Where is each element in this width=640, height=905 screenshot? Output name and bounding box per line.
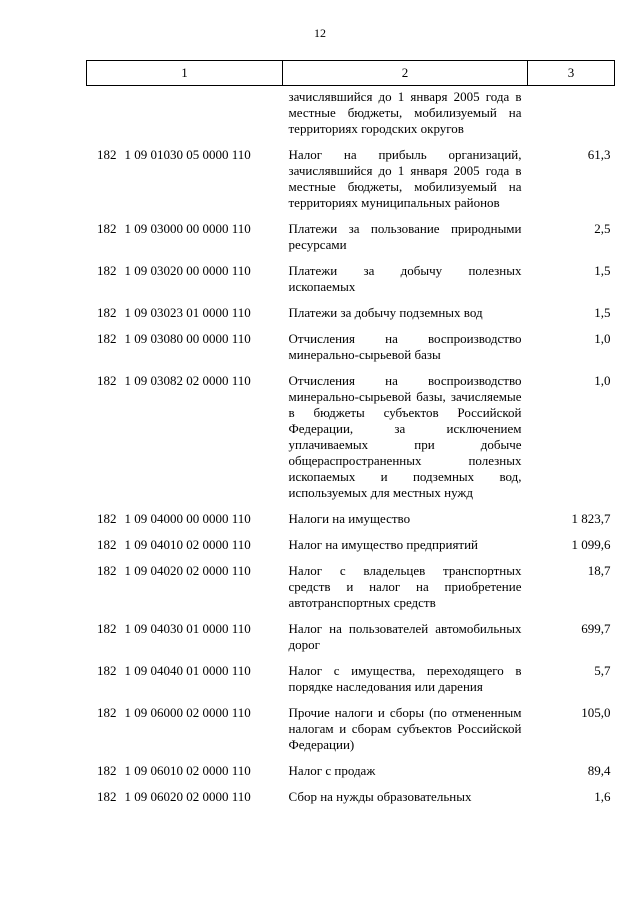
budget-code-cell <box>87 219 283 261</box>
classification-code: 1 09 04020 02 0000 110 <box>124 563 251 578</box>
amount-cell: 1,6 <box>594 789 611 804</box>
revenue-name-cell: Отчисления на воспроизводство минерально-сырьевой базы, зачисляемые в бюджеты субъектов Российской Федерации, за исключением уплачиваемых при добыче общераспространенных полезных ископаемых и подземных вод, используемых для местных нужд <box>288 373 522 500</box>
page-number: 12 <box>314 26 326 40</box>
administrator-code: 182 <box>97 511 117 526</box>
table-row <box>87 619 615 661</box>
budget-revenue-table <box>86 60 615 813</box>
table-row <box>87 371 615 509</box>
budget-code-cell <box>87 86 283 146</box>
revenue-name-cell: Налоги на имущество <box>288 511 411 526</box>
revenue-name-cell: Сбор на нужды образовательных <box>288 789 472 804</box>
revenue-name-cell: зачислявшийся до 1 января 2005 года в местные бюджеты, мобилизуемый на территориях городских округов <box>288 89 522 136</box>
administrator-code: 182 <box>97 373 117 388</box>
revenue-name-cell: Налог с продаж <box>288 763 376 778</box>
budget-code-cell <box>87 787 283 813</box>
classification-code: 1 09 06020 02 0000 110 <box>124 789 251 804</box>
classification-code: 1 09 04040 01 0000 110 <box>124 663 251 678</box>
administrator-code: 182 <box>97 537 117 552</box>
table-row <box>87 86 615 146</box>
table-row <box>87 509 615 535</box>
budget-code-cell <box>87 535 283 561</box>
administrator-code: 182 <box>97 331 117 346</box>
revenue-name-cell: Платежи за добычу подземных вод <box>288 305 483 320</box>
table-row <box>87 145 615 219</box>
amount-cell: 61,3 <box>587 147 611 162</box>
budget-code-cell <box>87 261 283 303</box>
budget-code-cell <box>87 561 283 619</box>
amount-cell: 105,0 <box>581 705 611 720</box>
amount-cell <box>528 86 615 146</box>
amount-cell: 1,5 <box>594 305 611 320</box>
classification-code: 1 09 03020 00 0000 110 <box>124 263 251 278</box>
administrator-code: 182 <box>97 621 117 636</box>
amount-cell: 699,7 <box>581 621 611 636</box>
classification-code: 1 09 04030 01 0000 110 <box>124 621 251 636</box>
header-col-2: 2 <box>283 61 528 86</box>
table-row <box>87 261 615 303</box>
administrator-code: 182 <box>97 305 117 320</box>
revenue-name-cell: Налог с владельцев транспортных средств и налог на приобретение автотранспортных средств <box>288 563 522 610</box>
table-header-row <box>87 61 615 86</box>
budget-code-cell <box>87 303 283 329</box>
budget-code-cell <box>87 509 283 535</box>
table-row <box>87 787 615 813</box>
classification-code: 1 09 06010 02 0000 110 <box>124 763 251 778</box>
revenue-name-cell: Налог на пользователей автомобильных дорог <box>288 621 522 652</box>
budget-code-cell <box>87 661 283 703</box>
administrator-code: 182 <box>97 147 117 162</box>
revenue-name-cell: Платежи за добычу полезных ископаемых <box>288 263 522 294</box>
administrator-code: 182 <box>97 221 117 236</box>
revenue-name-cell: Платежи за пользование природными ресурсами <box>288 221 522 252</box>
revenue-name-cell: Отчисления на воспроизводство минерально-сырьевой базы <box>288 331 522 362</box>
amount-cell: 2,5 <box>594 221 611 236</box>
amount-cell: 5,7 <box>594 663 611 678</box>
table-row <box>87 535 615 561</box>
classification-code: 1 09 03000 00 0000 110 <box>124 221 251 236</box>
classification-code: 1 09 04010 02 0000 110 <box>124 537 251 552</box>
header-col-3: 3 <box>528 61 615 86</box>
table-row <box>87 661 615 703</box>
table-row <box>87 303 615 329</box>
administrator-code: 182 <box>97 789 117 804</box>
classification-code: 1 09 01030 05 0000 110 <box>124 147 251 162</box>
budget-code-cell <box>87 371 283 509</box>
table-row <box>87 703 615 761</box>
table-row <box>87 561 615 619</box>
table-row <box>87 219 615 261</box>
administrator-code: 182 <box>97 705 117 720</box>
amount-cell: 1 823,7 <box>571 511 611 526</box>
administrator-code: 182 <box>97 263 117 278</box>
table-body <box>87 86 615 814</box>
budget-code-cell <box>87 145 283 219</box>
revenue-name-cell: Налог с имущества, переходящего в порядке наследования или дарения <box>288 663 522 694</box>
amount-cell: 1,0 <box>594 373 611 388</box>
amount-cell: 1,5 <box>594 263 611 278</box>
table-row <box>87 761 615 787</box>
classification-code: 1 09 06000 02 0000 110 <box>124 705 251 720</box>
amount-cell: 1 099,6 <box>571 537 611 552</box>
classification-code: 1 09 03023 01 0000 110 <box>124 305 251 320</box>
table-row <box>87 329 615 371</box>
revenue-name-cell: Налог на имущество предприятий <box>288 537 479 552</box>
administrator-code: 182 <box>97 663 117 678</box>
classification-code: 1 09 03082 02 0000 110 <box>124 373 251 388</box>
revenue-name-cell: Налог на прибыль организаций, зачислявшийся до 1 января 2005 года в местные бюджеты, мобилизуемый на территориях муниципальных районов <box>288 147 522 210</box>
amount-cell: 18,7 <box>587 563 611 578</box>
amount-cell: 1,0 <box>594 331 611 346</box>
classification-code: 1 09 04000 00 0000 110 <box>124 511 251 526</box>
classification-code: 1 09 03080 00 0000 110 <box>124 331 251 346</box>
revenue-name-cell: Прочие налоги и сборы (по отмененным налогам и сборам субъектов Российской Федерации) <box>288 705 522 752</box>
budget-code-cell <box>87 329 283 371</box>
amount-cell: 89,4 <box>587 763 611 778</box>
budget-code-cell <box>87 619 283 661</box>
administrator-code: 182 <box>97 763 117 778</box>
budget-code-cell <box>87 703 283 761</box>
administrator-code: 182 <box>97 563 117 578</box>
budget-code-cell <box>87 761 283 787</box>
header-col-1: 1 <box>87 61 283 86</box>
